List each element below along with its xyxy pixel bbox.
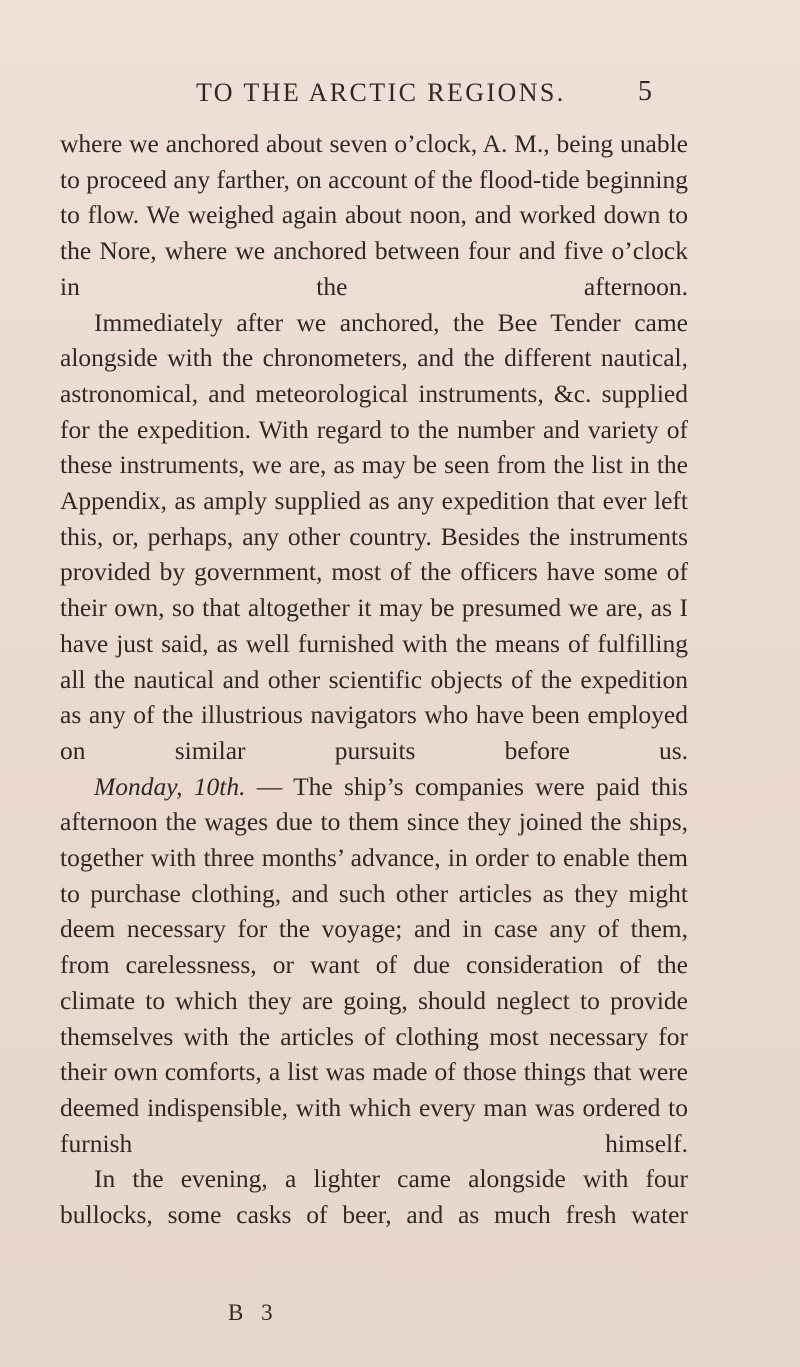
- running-title: TO THE ARCTIC REGIONS.: [196, 78, 566, 107]
- paragraph-2: Immediately after we anchored, the Bee Tender came alongside with the chronometers, and the different nautical, astronomical, and meteorological instruments, &c. supplied for the expedition. With regard to the number and variety of these instruments, we are, as may be seen from the list in the Appendix, as amply supplied as any expedition that ever left this, or, perhaps, any other country. Besides the instruments provided by government, most of the officers have some of their own, so that altogether it may be presumed we are, as I have just said, as well furnished with the means of fulfilling all the nautical and other scientific objects of the expedition as any of the illustrious navigators who have been employed on similar pursuits before us.: [60, 307, 688, 765]
- paragraph-4: In the evening, a lighter came alongside with four bullocks, some casks of beer, and as much fresh water: [60, 1164, 688, 1230]
- paragraph-3-date: Monday, 10th.: [94, 771, 246, 801]
- paragraph-1: where we anchored about seven o’clock, A. M., being unable to proceed any farther, on account of the flood-tide beginning to flow. We weighed again about noon, and worked down to the Nore, where we anchored between four and five o’clock in the afternoon.: [60, 129, 688, 301]
- paragraph-3-dash: —: [245, 771, 294, 801]
- paragraph-3: [60, 769, 688, 1162]
- paragraph-3-text: The ship’s companies were paid this afternoon the wages due to them since they joined the ships, together with three months’ advance, in order to enable them to purchase clothing, and such other articles as they might deem necessary for the voyage; and in case any of them, from carelessness, or want of due consideration of the climate to which they are going, should neglect to provide themselves with the articles of clothing most necessary for their own comforts, a list was made of those things that were deemed indispensible, with which every man was ordered to furnish himself.: [60, 771, 688, 1158]
- page-number: 5: [638, 76, 652, 107]
- signature-mark: B 3: [228, 1300, 279, 1325]
- body-text: [60, 126, 688, 1233]
